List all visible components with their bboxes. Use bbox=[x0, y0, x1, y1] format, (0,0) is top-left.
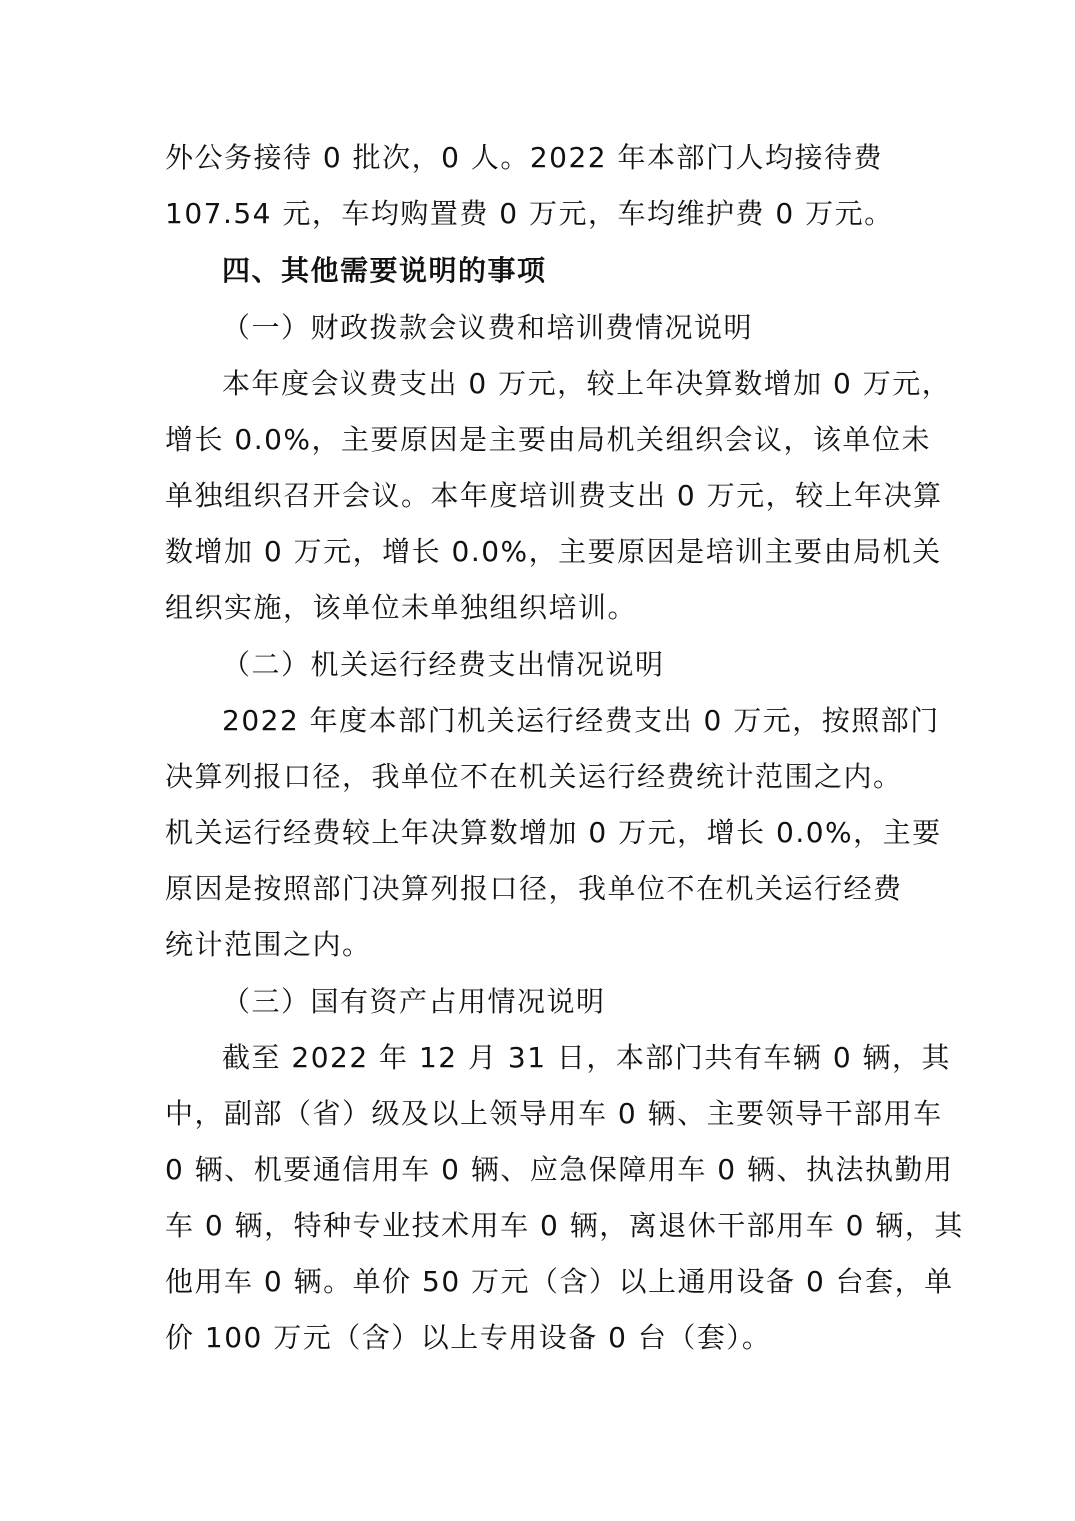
paragraph-line: 单独组织召开会议。本年度培训费支出 0 万元，较上年决算 bbox=[165, 479, 943, 512]
subsection-heading: （一）财政拨款会议费和培训费情况说明 bbox=[222, 311, 754, 344]
subsection-heading: （二）机关运行经费支出情况说明 bbox=[222, 648, 665, 681]
section-heading: 四、其他需要说明的事项 bbox=[222, 254, 547, 287]
paragraph-line: 外公务接待 0 批次，0 人。2022 年本部门人均接待费 bbox=[165, 141, 883, 174]
paragraph-line: 中，副部（省）级及以上领导用车 0 辆、主要领导干部用车 bbox=[165, 1097, 943, 1130]
paragraph-line: 107.54 元，车均购置费 0 万元，车均维护费 0 万元。 bbox=[165, 197, 894, 230]
paragraph-line: 价 100 万元（含）以上专用设备 0 台（套）。 bbox=[165, 1321, 772, 1354]
paragraph-line: 0 辆、机要通信用车 0 辆、应急保障用车 0 辆、执法执勤用 bbox=[165, 1153, 954, 1186]
subsection-heading: （三）国有资产占用情况说明 bbox=[222, 985, 606, 1018]
paragraph-line: 增长 0.0%，主要原因是主要由局机关组织会议，该单位未 bbox=[165, 423, 932, 456]
paragraph-line: 机关运行经费较上年决算数增加 0 万元，增长 0.0%，主要 bbox=[165, 816, 942, 849]
paragraph-line: 组织实施，该单位未单独组织培训。 bbox=[165, 591, 638, 624]
paragraph-line: 数增加 0 万元，增长 0.0%，主要原因是培训主要由局机关 bbox=[165, 535, 942, 568]
paragraph-line: 截至 2022 年 12 月 31 日，本部门共有车辆 0 辆，其 bbox=[222, 1041, 952, 1074]
paragraph-line: 他用车 0 辆。单价 50 万元（含）以上通用设备 0 台套，单 bbox=[165, 1265, 954, 1298]
paragraph-line: 原因是按照部门决算列报口径，我单位不在机关运行经费 bbox=[165, 872, 903, 905]
paragraph-line: 本年度会议费支出 0 万元，较上年决算数增加 0 万元， bbox=[222, 367, 952, 400]
paragraph-line: 2022 年度本部门机关运行经费支出 0 万元，按照部门 bbox=[222, 704, 940, 737]
paragraph-line: 决算列报口径，我单位不在机关运行经费统计范围之内。 bbox=[165, 760, 903, 793]
paragraph-line: 车 0 辆，特种专业技术用车 0 辆，离退休干部用车 0 辆，其 bbox=[165, 1209, 964, 1242]
paragraph-line: 统计范围之内。 bbox=[165, 928, 372, 961]
